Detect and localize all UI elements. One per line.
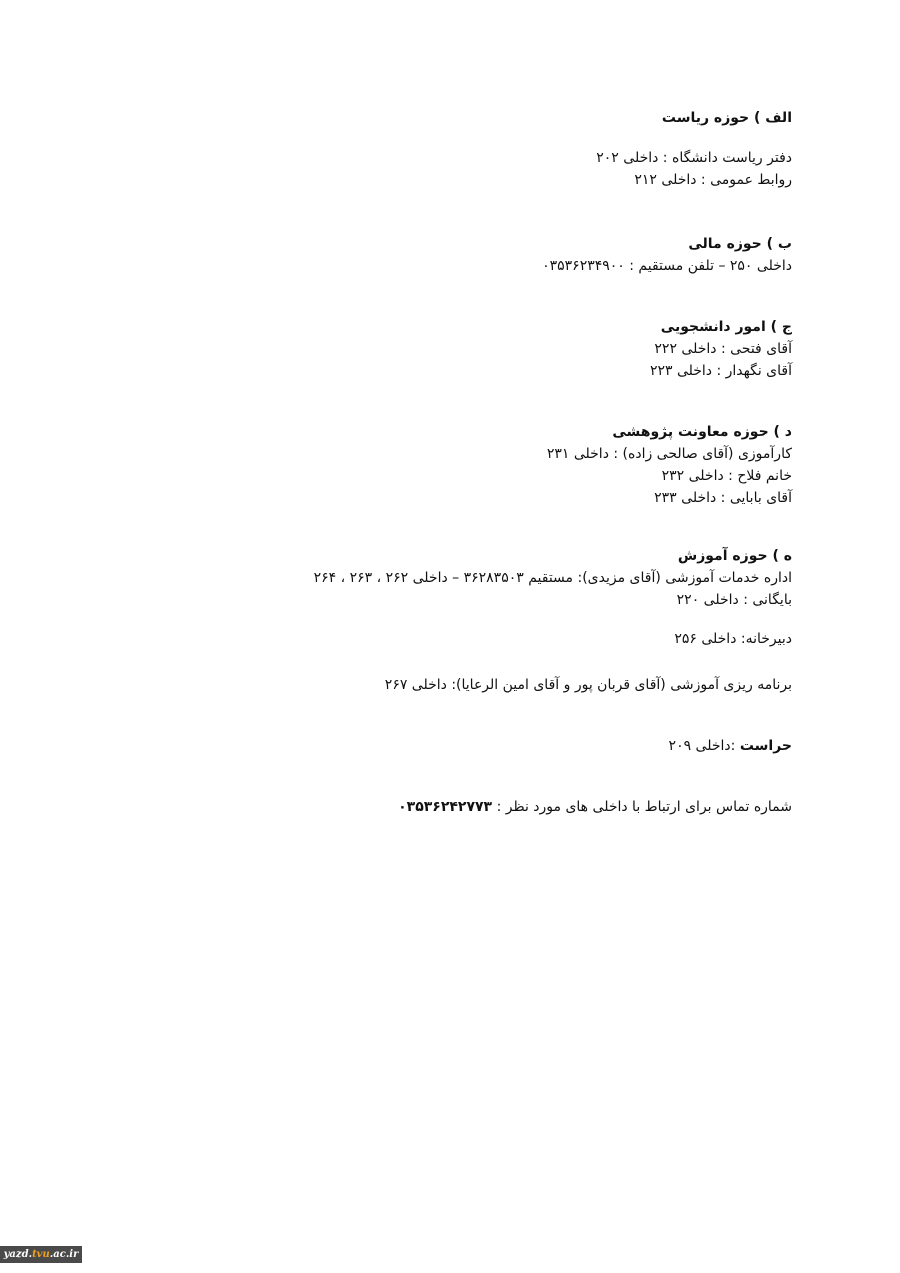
watermark-suffix: .ac.ir: [49, 1249, 79, 1260]
contact-line: کارآموزی (آقای صالحی زاده) : داخلی ۲۳۱: [546, 446, 792, 462]
section-contact: [192, 796, 792, 818]
contact-line: داخلی ۲۵۰ – تلفن مستقیم : ۰۳۵۳۶۲۳۴۹۰۰: [542, 258, 792, 274]
security-line: [192, 735, 792, 757]
contact-number-label: شماره تماس برای ارتباط با داخلی های مورد نظر :: [496, 799, 792, 815]
section-heading: ه ) حوزه آموزش: [677, 548, 792, 564]
section-finance: [192, 233, 792, 277]
contact-line: دفتر ریاست دانشگاه : داخلی ۲۰۲: [596, 150, 792, 166]
section-research: [192, 421, 792, 509]
security-label: حراست: [739, 738, 792, 754]
section-heading: الف ) حوزه ریاست: [661, 110, 792, 126]
contact-line: خانم فلاح : داخلی ۲۳۲: [661, 468, 792, 484]
contact-line: بایگانی : داخلی ۲۲۰: [676, 592, 792, 608]
secretariat-line-block: [192, 628, 792, 650]
watermark-prefix: yazd.: [3, 1249, 33, 1260]
site-watermark: [0, 1246, 82, 1263]
section-presidency: [192, 107, 792, 191]
section-students: [192, 316, 792, 382]
contact-line: آقای بابایی : داخلی ۲۳۳: [654, 490, 792, 506]
section-security: [192, 735, 792, 757]
contact-phone-number: ۰۳۵۳۶۲۴۲۷۷۳: [398, 799, 493, 815]
contact-line: روابط عمومی : داخلی ۲۱۲: [634, 172, 792, 188]
contact-line: آقای نگهدار : داخلی ۲۲۳: [649, 363, 792, 379]
section-heading: د ) حوزه معاونت پژوهشی: [612, 424, 792, 440]
security-value: :داخلی ۲۰۹: [668, 738, 736, 754]
section-heading: ب ) حوزه مالی: [688, 236, 792, 252]
contact-number-line: [192, 796, 792, 818]
contact-line: اداره خدمات آموزشی (آقای مزیدی): مستقیم ۳۶۲۸۳۵۰۳ – داخلی ۲۶۲ ، ۲۶۳ ، ۲۶۴: [313, 570, 792, 586]
secretariat-line: دبیرخانه: داخلی ۲۵۶: [674, 631, 792, 647]
contact-line: آقای فتحی : داخلی ۲۲۲: [654, 341, 792, 357]
watermark-highlight: tvu: [32, 1249, 50, 1260]
section-education: [192, 545, 792, 611]
planning-line: برنامه ریزی آموزشی (آقای قربان پور و آقای امین الرعایا): داخلی ۲۶۷: [384, 677, 792, 693]
planning-line-block: [192, 674, 792, 696]
section-heading: ج ) امور دانشجویی: [660, 319, 792, 335]
